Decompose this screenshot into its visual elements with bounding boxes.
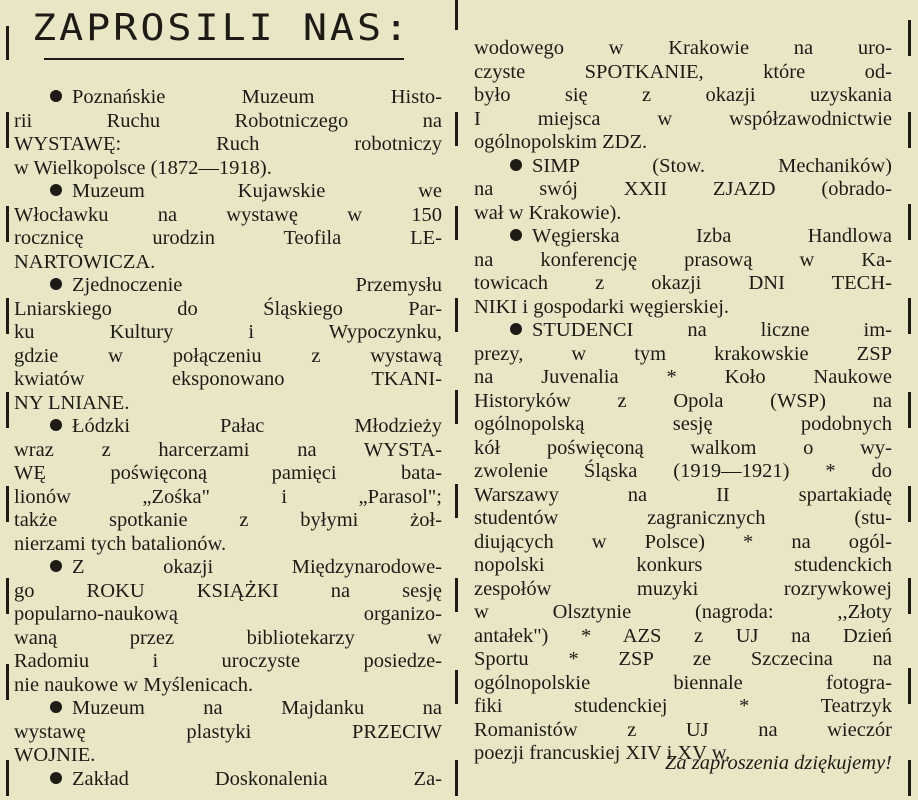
- text-line: [474, 437, 892, 461]
- line-text: w Wielkopolsce (1872—1918).: [14, 156, 272, 179]
- column-divider-bar: [455, 484, 458, 518]
- column-divider-bar: [455, 670, 458, 704]
- closing-line: Za zaproszenia dziękujemy!: [665, 752, 892, 774]
- right-border-bar: [908, 204, 911, 240]
- line-text: rocznicę urodzin Teofila LE-: [14, 227, 442, 249]
- line-text: było się z okazji uzyskania: [474, 84, 892, 106]
- line-text: na Juvenalia * Koło Naukowe: [474, 366, 892, 388]
- left-border-bar: [6, 298, 9, 334]
- line-text: lionów „Zośka" i „Parasol";: [14, 485, 442, 508]
- right-column: [474, 0, 892, 800]
- text-line: [14, 368, 442, 392]
- line-text: STUDENCI na liczne im-: [532, 319, 892, 341]
- text-line: [14, 439, 442, 463]
- column-divider-bar: [455, 112, 458, 146]
- line-text: także spotkanie z byłymi żoł-: [14, 509, 442, 531]
- text-line: [14, 321, 442, 345]
- text-line: [14, 721, 442, 745]
- left-border-bar: [6, 26, 9, 60]
- text-line: [474, 390, 892, 414]
- text-line: [474, 343, 892, 367]
- paragraph-first-line: [14, 556, 442, 580]
- line-text: wraz z harcerzami na WYSTA-: [14, 438, 442, 461]
- line-text: ku Kultury i Wypoczynku,: [14, 321, 442, 343]
- line-text: Węgierska Izba Handlowa: [532, 225, 892, 247]
- line-text: Łódzki Pałac Młodzieży: [72, 415, 442, 437]
- paragraph-first-line: [14, 86, 442, 110]
- paragraph-first-line: [14, 415, 442, 439]
- text-line: [474, 108, 892, 132]
- line-text: Muzeum Kujawskie we: [72, 180, 442, 202]
- line-text: WOJNIE.: [14, 744, 96, 766]
- line-text: poezji francuskiej XIV i XV w.: [474, 742, 731, 764]
- line-text: Historyków z Opola (WSP) na: [474, 389, 892, 412]
- line-text: WĘ poświęconą pamięci bata-: [14, 462, 442, 484]
- line-text: waną przez bibliotekarzy w: [14, 626, 442, 649]
- line-text: wał w Krakowie).: [474, 201, 622, 224]
- text-line: [474, 61, 892, 85]
- line-text: NARTOWICZA.: [14, 250, 156, 273]
- line-text: NY LNIANE.: [14, 391, 130, 414]
- line-text: studentów zagranicznych (stu-: [474, 507, 892, 529]
- text-line: [474, 625, 892, 649]
- left-border-bar: [6, 392, 9, 428]
- line-text: popularno-naukową organizo-: [14, 603, 442, 625]
- line-text: wystawę plastyki PRZECIW: [14, 720, 442, 743]
- line-text: kwiatów eksponowano TKANI-: [14, 368, 442, 390]
- line-text: nierzami tych batalionów.: [14, 532, 227, 555]
- paragraph-first-line: [14, 697, 442, 721]
- right-border-bar: [908, 392, 911, 428]
- bullet-icon: [510, 159, 522, 171]
- line-text: nopolski konkurs studenckich: [474, 554, 892, 576]
- text-line: [474, 366, 892, 390]
- text-line: [14, 298, 442, 322]
- line-text: ogólnopolskim ZDZ.: [474, 131, 648, 153]
- line-text: Warszawy na II spartakiadę: [474, 483, 892, 506]
- text-line: [474, 601, 892, 625]
- text-line: [14, 674, 442, 698]
- text-line: [474, 296, 892, 320]
- text-line: [474, 413, 892, 437]
- text-line: [474, 531, 892, 555]
- line-text: Radomiu i uroczyste posiedze-: [14, 650, 442, 672]
- bullet-icon: [510, 323, 522, 335]
- text-line: [474, 460, 892, 484]
- line-text: gdzie w połączeniu z wystawą: [14, 344, 442, 367]
- line-text: na konferencję prasową w Ka-: [474, 248, 892, 271]
- text-line: [14, 486, 442, 510]
- line-text: czyste SPOTKANIE, które od-: [474, 60, 892, 83]
- column-divider-bar: [455, 760, 458, 796]
- headline-underline: [44, 58, 404, 60]
- text-line: [474, 249, 892, 273]
- right-border-bar: [908, 486, 911, 522]
- bullet-icon: [50, 184, 62, 196]
- headline: ZAPROSILI NAS:: [32, 7, 412, 50]
- paragraph-first-line: [14, 274, 442, 298]
- line-text: go ROKU KSIĄŻKI na sesję: [14, 579, 442, 602]
- line-text: Lniarskiego do Śląskiego Par-: [14, 297, 442, 320]
- line-text: antałek") * AZS z UJ na Dzień: [474, 624, 892, 647]
- right-border-bar: [908, 578, 911, 614]
- text-line: [474, 84, 892, 108]
- column-divider-bar: [455, 206, 458, 240]
- bullet-icon: [50, 701, 62, 713]
- line-text: diujących w Polsce) * na ogól-: [474, 530, 892, 553]
- text-line: [14, 462, 442, 486]
- text-line: [14, 650, 442, 674]
- column-divider-bar: [455, 578, 458, 612]
- column-divider-bar: [455, 390, 458, 424]
- left-border-bar: [6, 760, 9, 796]
- text-line: [474, 484, 892, 508]
- right-border-bar: [908, 298, 911, 334]
- text-line: [14, 110, 442, 134]
- text-line: [14, 133, 442, 157]
- line-text: Muzeum na Majdanku na: [72, 697, 442, 719]
- text-line: [14, 204, 442, 228]
- line-text: Z okazji Międzynarodowe-: [72, 556, 442, 578]
- line-text: ogólnopolskie biennale fotogra-: [474, 671, 892, 694]
- bullet-icon: [50, 772, 62, 784]
- text-line: [474, 719, 892, 743]
- line-text: zwolenie Śląska (1919—1921) * do: [474, 460, 892, 482]
- text-line: [14, 157, 442, 181]
- left-border-bar: [6, 578, 9, 614]
- left-column: [14, 0, 442, 800]
- line-text: w Olsztynie (nagroda: ,,Złoty: [474, 601, 892, 623]
- line-text: prezy, w tym krakowskie ZSP: [474, 342, 892, 365]
- line-text: Zakład Doskonalenia Za-: [72, 767, 442, 790]
- paragraph-first-line: [474, 319, 892, 343]
- text-line: [474, 37, 892, 61]
- bullet-icon: [50, 419, 62, 431]
- paragraph-first-line: [474, 225, 892, 249]
- text-line: [474, 272, 892, 296]
- line-text: nie naukowe w Myślenicach.: [14, 673, 254, 696]
- paragraph-first-line: [474, 155, 892, 179]
- right-border-bar: [908, 112, 911, 148]
- text-line: [474, 202, 892, 226]
- line-text: I miejsca w współzawodnictwie: [474, 107, 892, 130]
- text-line: [14, 627, 442, 651]
- bullet-icon: [50, 90, 62, 102]
- text-line: [14, 392, 442, 416]
- line-text: kół poświęconą walkom o wy-: [474, 436, 892, 459]
- bullet-icon: [50, 278, 62, 290]
- left-border-bar: [6, 206, 9, 242]
- paragraph-first-line: [14, 768, 442, 792]
- bullet-icon: [50, 560, 62, 572]
- left-border-bar: [6, 664, 9, 700]
- line-text: na swój XXII ZJAZD (obrado-: [474, 178, 892, 200]
- left-column-text: [14, 86, 442, 791]
- text-line: [14, 603, 442, 627]
- line-text: Zjednoczenie Przemysłu: [72, 274, 442, 296]
- line-text: Poznańskie Muzeum Histo-: [72, 86, 442, 108]
- text-line: [14, 345, 442, 369]
- text-line: [474, 507, 892, 531]
- line-text: wodowego w Krakowie na uro-: [474, 37, 892, 59]
- line-text: Romanistów z UJ na wieczór: [474, 718, 892, 741]
- text-line: [474, 648, 892, 672]
- right-column-text: [474, 37, 892, 766]
- line-text: ogólnopolską sesję podobnych: [474, 413, 892, 435]
- text-line: [474, 672, 892, 696]
- line-text: fiki studenckiej * Teatrzyk: [474, 695, 892, 717]
- left-border-bar: [6, 112, 9, 148]
- line-text: Włocławku na wystawę w 150: [14, 203, 442, 226]
- line-text: towicach z okazji DNI TECH-: [474, 272, 892, 294]
- text-line: [14, 251, 442, 275]
- text-line: [14, 509, 442, 533]
- line-text: rii Ruchu Robotniczego na: [14, 109, 442, 132]
- line-text: zespołów muzyki rozrywkowej: [474, 577, 892, 600]
- bullet-icon: [510, 229, 522, 241]
- right-border-bar: [908, 760, 911, 796]
- paragraph-first-line: [14, 180, 442, 204]
- right-border-bar: [908, 20, 911, 56]
- right-border-bar: [908, 668, 911, 704]
- text-line: [14, 533, 442, 557]
- text-line: [474, 695, 892, 719]
- text-line: [474, 131, 892, 155]
- column-divider-bar: [455, 298, 458, 332]
- line-text: Sportu * ZSP ze Szczecina na: [474, 648, 892, 670]
- left-border-bar: [6, 486, 9, 522]
- text-line: [474, 178, 892, 202]
- text-line: [474, 578, 892, 602]
- text-line: [14, 580, 442, 604]
- line-text: NIKI i gospodarki węgierskiej.: [474, 295, 730, 318]
- text-line: [474, 554, 892, 578]
- text-line: [14, 227, 442, 251]
- text-line: [14, 744, 442, 768]
- line-text: SIMP (Stow. Mechaników): [532, 154, 892, 177]
- line-text: WYSTAWĘ: Ruch robotniczy: [14, 133, 442, 155]
- column-divider-bar: [455, 0, 458, 30]
